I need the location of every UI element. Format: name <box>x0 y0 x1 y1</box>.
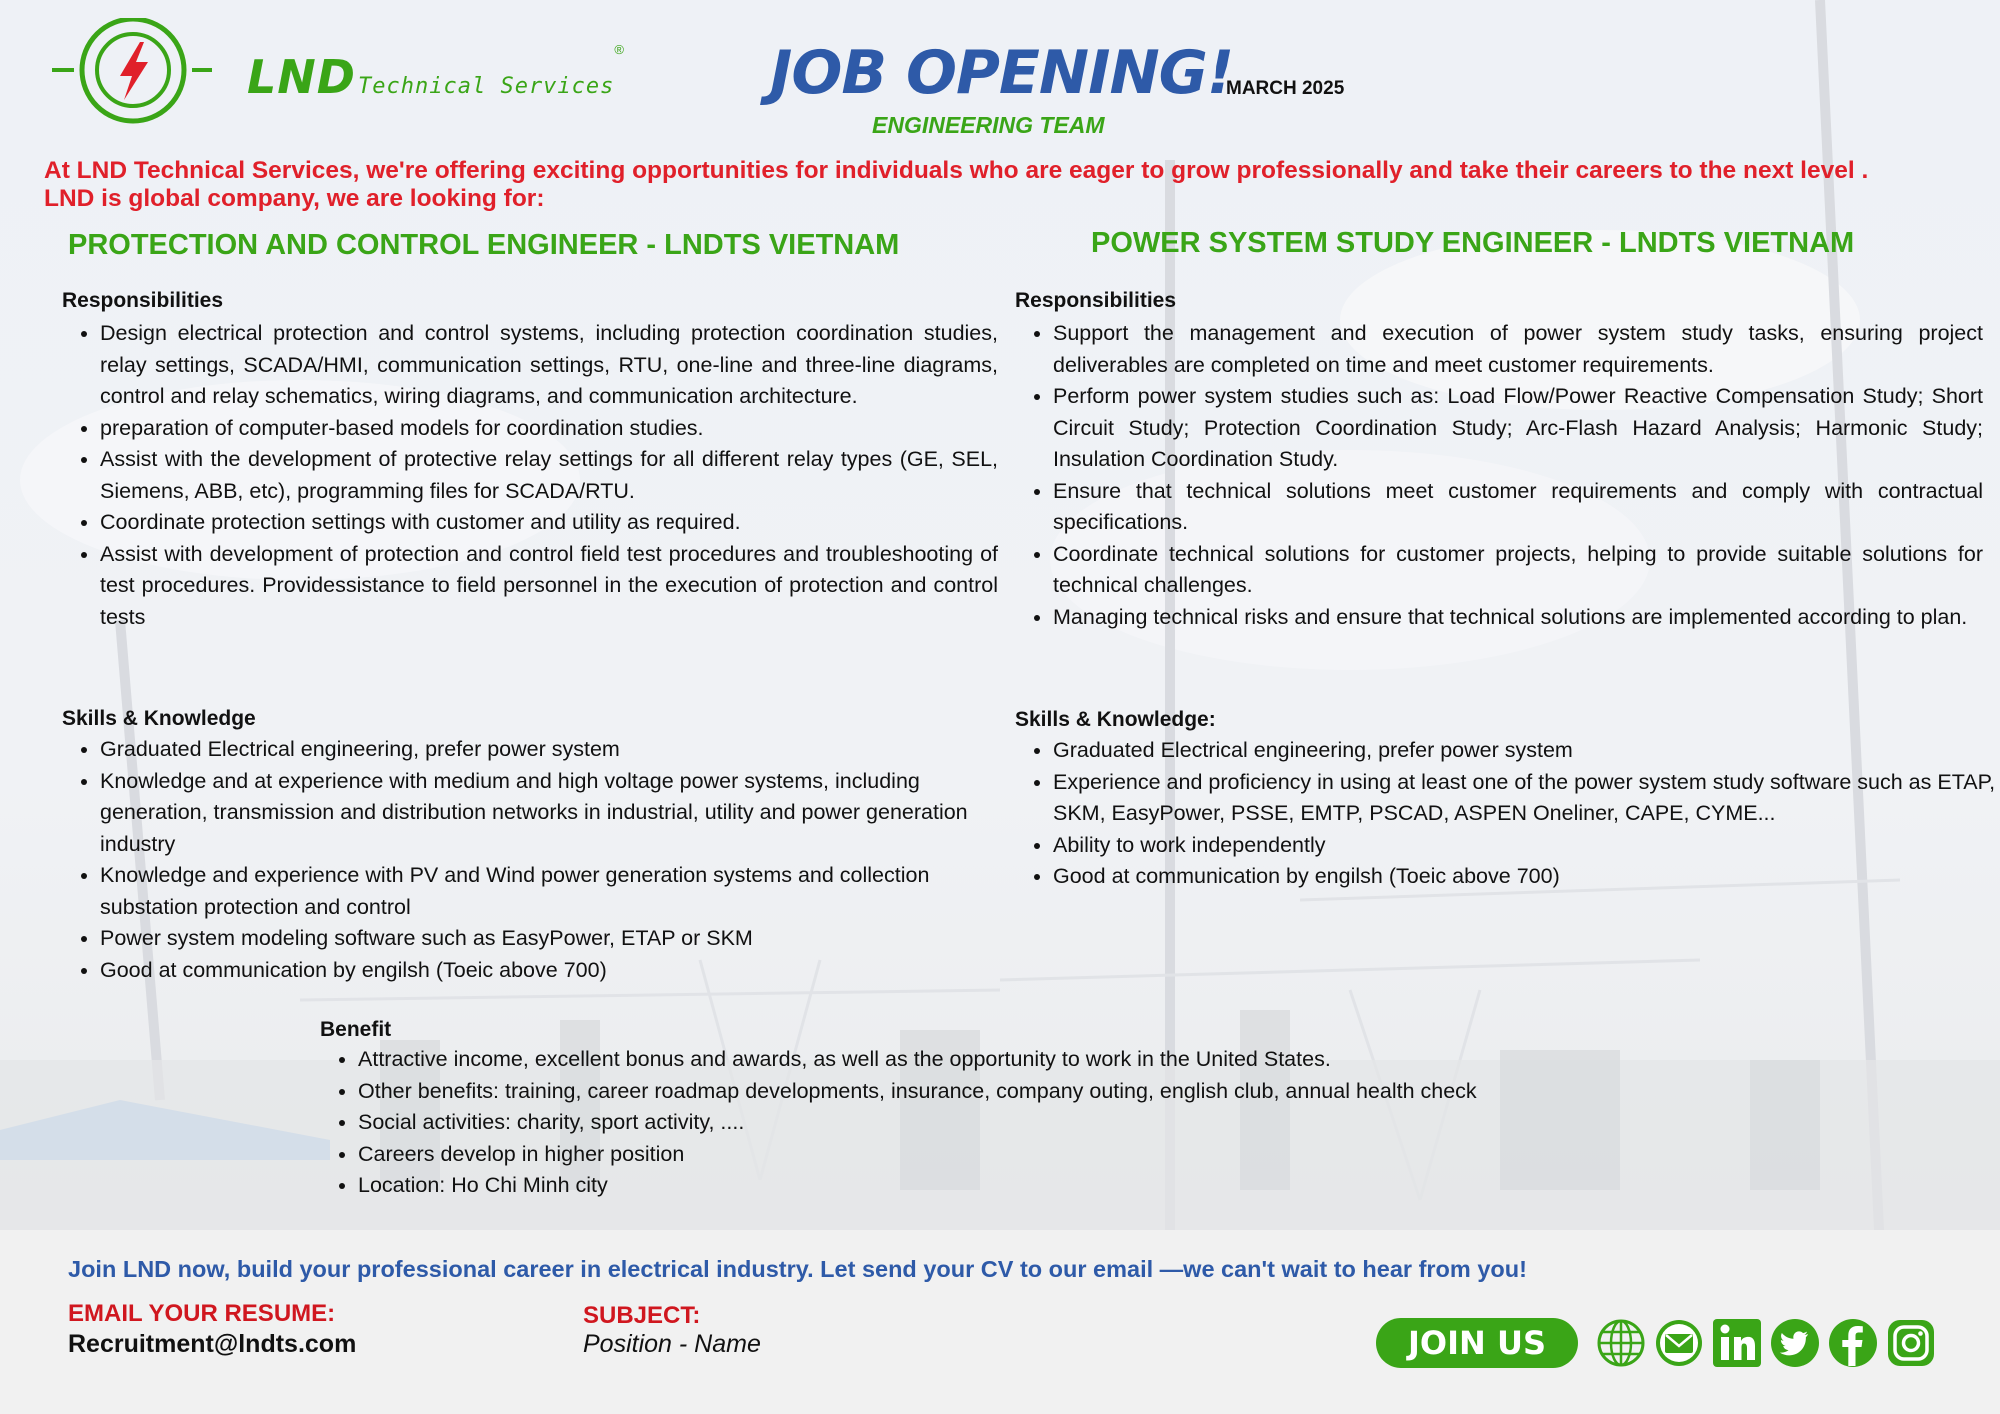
skill-item: • Good at communication by engilsh (Toeic above 700) <box>100 955 998 987</box>
email-icon[interactable] <box>1654 1318 1704 1368</box>
responsibility-item: • Assist with the development of protective relay settings for all different relay types (GE, SEL, Siemens, ABB, etc), programming files for SCADA/RTU. <box>100 444 998 507</box>
responsibility-item: • Managing technical risks and ensure that technical solutions are implemented according to plan. <box>1053 602 1983 634</box>
instagram-icon[interactable] <box>1886 1318 1936 1368</box>
company-logo <box>52 18 625 128</box>
intro-line-2: LND is global company, we are looking for: <box>44 185 545 212</box>
skill-item: • Good at communication by engilsh (Toeic above 700) <box>1053 861 2000 893</box>
responsibilities-heading-left: Responsibilities <box>62 289 224 312</box>
benefit-list <box>320 1044 1758 1202</box>
skill-item: • Ability to work independently <box>1053 830 2000 862</box>
posting-month: MARCH 2025 <box>1226 78 1345 99</box>
benefit-heading: Benefit <box>320 1018 392 1041</box>
registered-mark: ® <box>614 42 625 57</box>
linkedin-icon[interactable] <box>1712 1318 1762 1368</box>
twitter-icon[interactable] <box>1770 1318 1820 1368</box>
intro-paragraph <box>44 157 1974 213</box>
responsibility-item: • Support the management and execution of power system study tasks, ensuring project deliverables are completed on time and meet customer requirements. <box>1053 318 1983 381</box>
intro-line-1: At LND Technical Services, we're offering exciting opportunities for individuals who are eager to grow professionally and take their careers to the next level . <box>44 157 1869 184</box>
logo-subtitle: Technical Services <box>358 74 615 99</box>
responsibility-item: • Assist with development of protection and control field test procedures and troubleshooting of test procedures. Providessistance to field personnel in the execution of protection and control tests <box>100 539 998 634</box>
responsibility-item: • preparation of computer-based models for coordination studies. <box>100 413 998 445</box>
skill-item: • Knowledge and at experience with medium and high voltage power systems, including generation, transmission and distribution networks in industrial, utility and power generation industry <box>100 766 998 861</box>
skill-item: • Graduated Electrical engineering, prefer power system <box>1053 735 2000 767</box>
skills-list-left <box>62 734 998 986</box>
subject-label: SUBJECT: <box>583 1302 701 1329</box>
join-us-button[interactable]: JOIN US <box>1376 1318 1578 1368</box>
benefit-item: • Social activities: charity, sport activity, .... <box>358 1107 1758 1139</box>
responsibility-item: • Coordinate technical solutions for customer projects, helping to provide suitable solutions for technical challenges. <box>1053 539 1983 602</box>
benefit-item: • Careers develop in higher position <box>358 1139 1758 1171</box>
skills-list-right <box>1015 735 2000 893</box>
responsibilities-heading-right: Responsibilities <box>1015 289 1177 312</box>
email-label: EMAIL YOUR RESUME: <box>68 1300 336 1327</box>
page-title: JOB OPENING! <box>770 38 1234 108</box>
globe-icon[interactable] <box>1596 1318 1646 1368</box>
skill-item: • Graduated Electrical engineering, prefer power system <box>100 734 998 766</box>
skill-item: • Knowledge and experience with PV and Wind power generation systems and collection substation protection and control <box>100 860 998 923</box>
logo-lnd-text: LND <box>247 50 356 104</box>
benefit-item: • Attractive income, excellent bonus and awards, as well as the opportunity to work in the United States. <box>358 1044 1758 1076</box>
team-subtitle: ENGINEERING TEAM <box>872 112 1105 138</box>
job-title-left: PROTECTION AND CONTROL ENGINEER - LNDTS VIETNAM <box>68 229 900 261</box>
responsibilities-list-right <box>1015 318 1983 633</box>
benefit-item: • Location: Ho Chi Minh city <box>358 1170 1758 1202</box>
responsibility-item: • Ensure that technical solutions meet customer requirements and comply with contractual specifications. <box>1053 476 1983 539</box>
skill-item: • Power system modeling software such as EasyPower, ETAP or SKM <box>100 923 998 955</box>
responsibilities-list-left <box>62 318 998 633</box>
responsibility-item: • Design electrical protection and control systems, including protection coordination studies, relay settings, SCADA/HMI, communication settings, RTU, one-line and three-line diagrams, control and relay schematics, wiring diagrams, and communication architecture. <box>100 318 998 413</box>
responsibility-item: • Perform power system studies such as: Load Flow/Power Reactive Compensation Study; Short Circuit Study; Protection Coordination Study; Arc-Flash Hazard Analysis; Harmonic Study; Insulation Coordination Study. <box>1053 381 1983 476</box>
subject-value: Position - Name <box>583 1330 761 1358</box>
join-call-to-action: Join LND now, build your professional career in electrical industry. Let send your CV to our email —we can't wait to hear from you! <box>68 1256 1527 1282</box>
email-address-link[interactable]: Recruitment@lndts.com <box>68 1330 357 1358</box>
benefit-item: • Other benefits: training, career roadmap developments, insurance, company outing, english club, annual health check <box>358 1076 1758 1108</box>
skills-heading-left: Skills & Knowledge <box>62 707 256 730</box>
skills-heading-right: Skills & Knowledge: <box>1015 708 1216 731</box>
responsibility-item: • Coordinate protection settings with customer and utility as required. <box>100 507 998 539</box>
job-title-right: POWER SYSTEM STUDY ENGINEER - LNDTS VIETNAM <box>1091 227 1855 259</box>
facebook-icon[interactable] <box>1828 1318 1878 1368</box>
skill-item: • Experience and proficiency in using at least one of the power system study software such as ETAP, SKM, EasyPower, PSSE, EMTP, PSCAD, ASPEN Oneliner, CAPE, CYME... <box>1053 767 2000 830</box>
